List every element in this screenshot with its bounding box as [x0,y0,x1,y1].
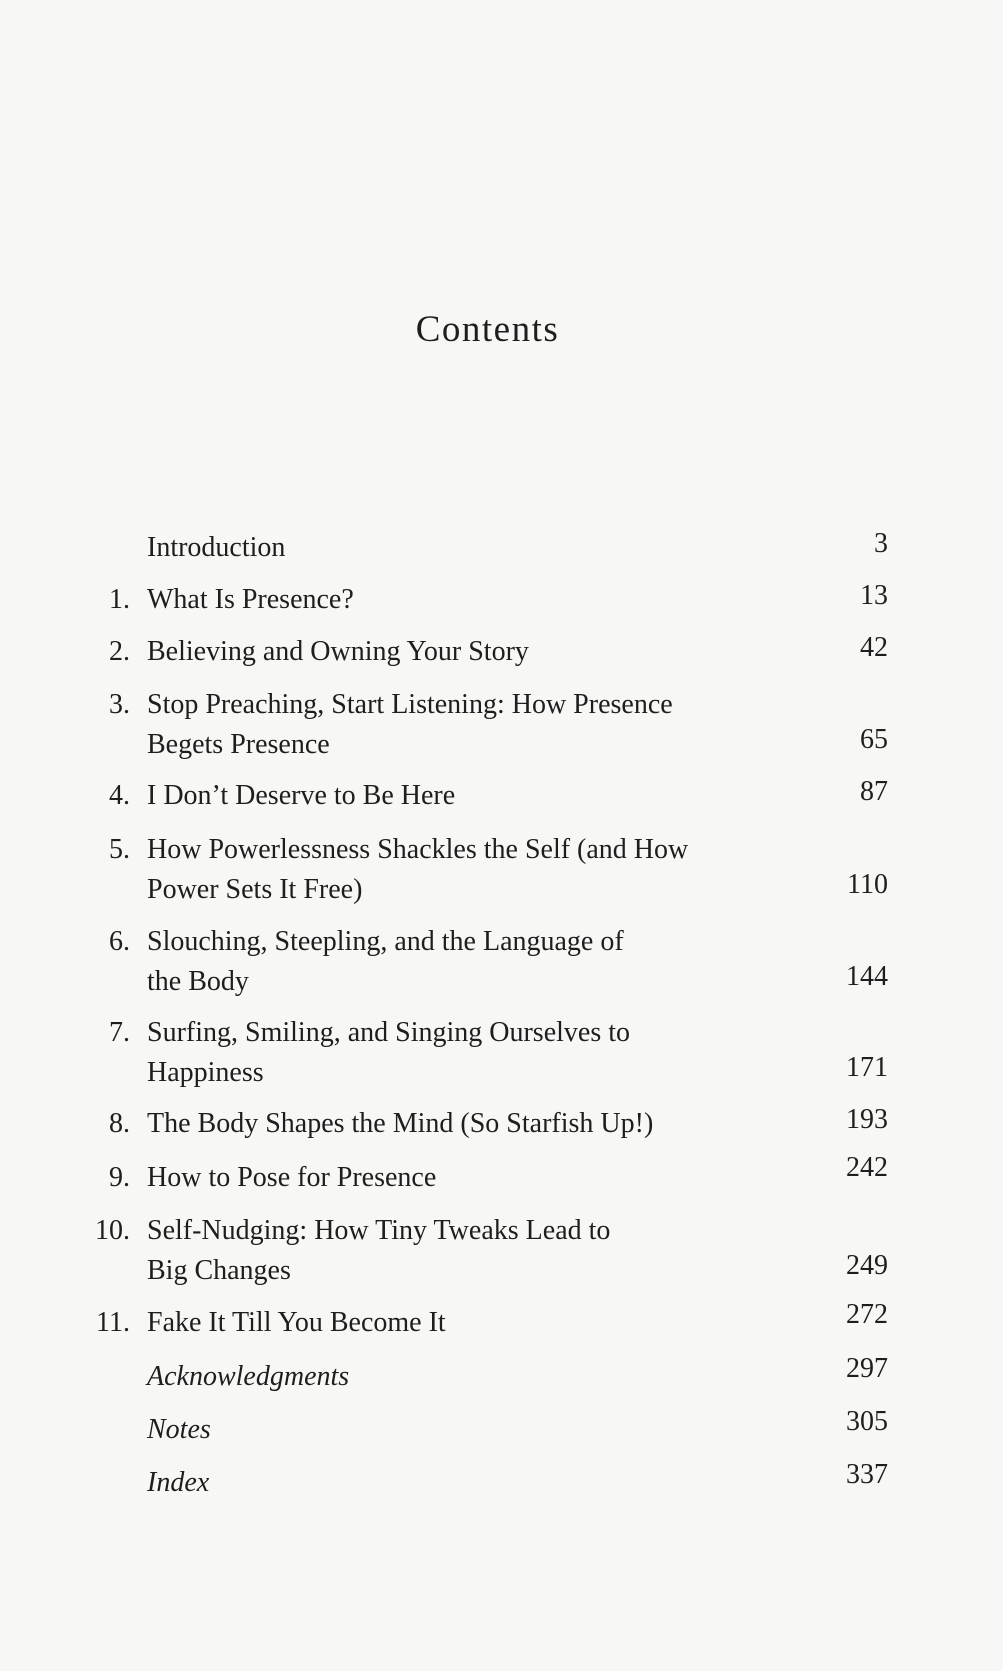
toc-entry-number: 10. [95,1215,130,1246]
toc-entry-page: 144 [846,961,888,992]
toc-entry-title: Slouching, Steepling, and the Language of the Body [147,926,624,997]
toc-entry-page: 3 [874,528,888,559]
toc-entry-number: 4. [109,780,130,811]
toc-entry-page: 297 [846,1353,888,1384]
toc-entry-number: 7. [109,1017,130,1048]
toc-entry-page: 13 [860,580,888,611]
toc-entry-number: 9. [109,1162,130,1193]
toc-entry-title: Introduction [147,532,286,563]
toc-entry-number: 2. [109,636,130,667]
toc-entry-number: 1. [109,584,130,615]
toc-entry-title: How Powerlessness Shackles the Self (and How Power Sets It Free) [147,834,689,905]
toc-entry-number: 6. [109,926,130,957]
toc-entry-page: 272 [846,1299,888,1330]
toc-entry-title: I Don’t Deserve to Be Here [147,780,456,811]
toc-entry-number: 11. [96,1307,130,1338]
toc-entry-title: Fake It Till You Become It [147,1307,446,1338]
toc-entry-page: 65 [860,724,888,755]
toc-entry-page: 305 [846,1406,888,1437]
toc-entry-title: Believing and Owning Your Story [147,636,529,667]
toc-entry-number: 8. [109,1108,130,1139]
toc-entry-title: How to Pose for Presence [147,1162,437,1193]
toc-entry-title: The Body Shapes the Mind (So Starfish Up!) [147,1108,654,1139]
toc-entry-page: 171 [846,1052,888,1083]
toc-entry-number: 3. [109,689,130,720]
toc-entry-page: 242 [846,1152,888,1183]
toc-entry-title: Stop Preaching, Start Listening: How Presence Begets Presence [147,689,673,760]
toc-entry-page: 110 [847,869,888,900]
toc-entry-title: Notes [147,1414,211,1445]
toc-entry-page: 193 [846,1104,888,1135]
toc-entry-page: 87 [860,776,888,807]
toc-entry-title: What Is Presence? [147,584,354,615]
toc-entry-number: 5. [109,834,130,865]
toc-entry-title: Index [147,1467,210,1498]
toc-entry-page: 42 [860,632,888,663]
toc-entry-page: 337 [846,1459,888,1490]
page-title: Contents [415,309,560,350]
toc-entry-page: 249 [846,1250,888,1281]
toc-entry-title: Surfing, Smiling, and Singing Ourselves to Happiness [147,1017,630,1088]
toc-entry-title: Self-Nudging: How Tiny Tweaks Lead to Big Changes [147,1215,611,1286]
toc-entry-title: Acknowledgments [147,1361,350,1392]
